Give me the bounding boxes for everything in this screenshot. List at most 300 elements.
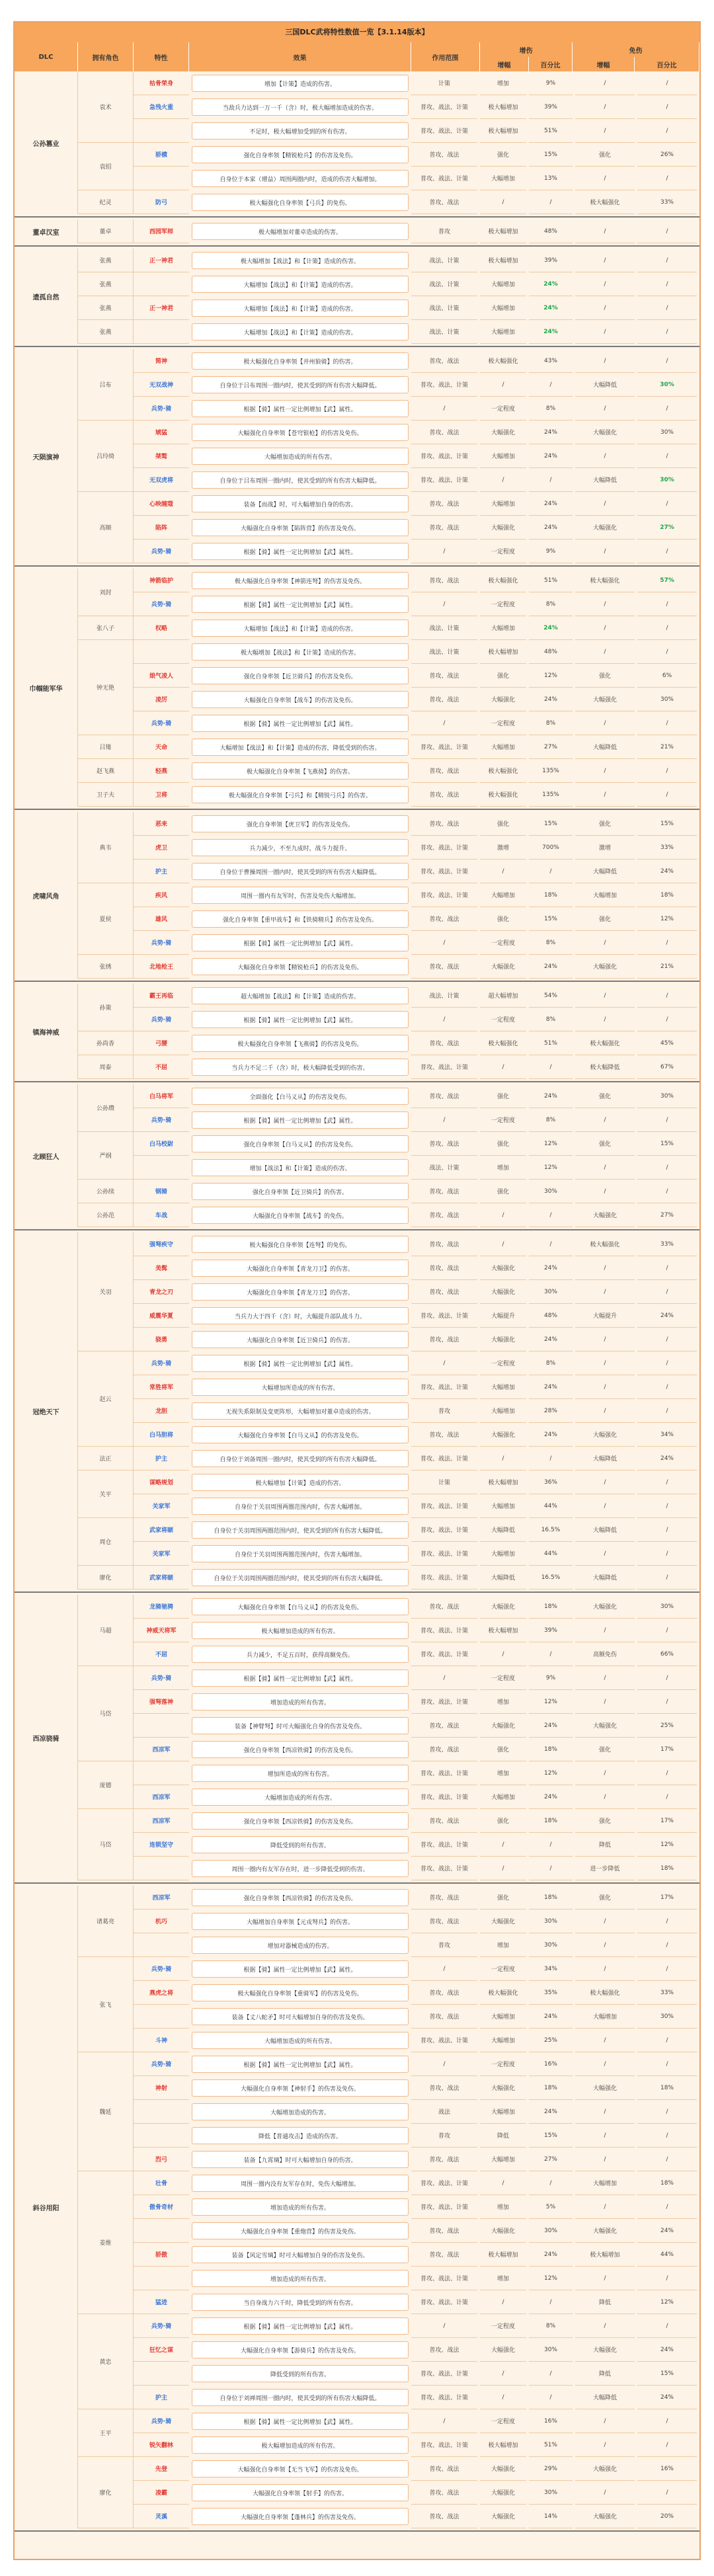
def-gain-value: / <box>575 2100 635 2124</box>
buff-gain-value: 增加 <box>480 1933 526 1957</box>
def-gain-value: 大幅强化 <box>575 1203 635 1227</box>
table-row <box>134 272 699 296</box>
def-gain-value: / <box>575 1180 635 1203</box>
scope-value: 普攻、战法、计策 <box>411 1785 477 1809</box>
def-gain-value: 极大幅强化 <box>575 1232 635 1256</box>
buff-pct-value: 24% <box>529 1714 573 1738</box>
def-gain-value: / <box>575 1256 635 1280</box>
effect-text: 全面强化【白马义从】的伤害及免伤。 <box>192 1088 409 1105</box>
scope-value: 普攻、战法、计策 <box>411 860 477 883</box>
trait-name: 娘气凌人 <box>134 664 189 688</box>
character-name: 纪灵 <box>78 190 134 214</box>
dlc-name: 遗孤自然 <box>15 249 78 344</box>
effect-text: 自身位于本家（增益）周围两圈内时，造成的伤害大幅增加。 <box>192 170 409 187</box>
effect-text: 装备【丈八蛇矛】时可大幅增加自身的伤害及免伤。 <box>192 2008 409 2025</box>
def-gain-value: 进一步降低 <box>575 1857 635 1880</box>
trait-name: 无双虎将 <box>134 468 189 492</box>
effect-text: 装备【风定雪璃】时可大幅增加自身的伤害及免伤。 <box>192 2246 409 2263</box>
trait-name: 北地枪王 <box>134 955 189 979</box>
table-row <box>134 860 699 883</box>
scope-value: 普攻、战法 <box>411 2005 477 2029</box>
scope-value: 普攻、战法、计策 <box>411 95 477 119</box>
def-gain-value: 极大幅强化 <box>575 569 635 592</box>
def-gain-value: / <box>575 711 635 735</box>
def-pct-value: 21% <box>637 955 697 979</box>
trait-name <box>134 2267 189 2290</box>
trait-name: 凌霸 <box>134 2481 189 2505</box>
def-gain-value: / <box>575 249 635 272</box>
dlc-name: 斜谷用阳 <box>15 1886 78 2528</box>
scope-value: 普攻、战法、计策 <box>411 836 477 860</box>
buff-pct-value: 12% <box>529 1156 573 1180</box>
def-gain-value: / <box>575 640 635 664</box>
trait-name: 护主 <box>134 1447 189 1470</box>
header-trait: 特性 <box>134 42 189 71</box>
trait-name: 强弩落神 <box>134 1690 189 1714</box>
buff-pct-value: 15% <box>529 907 573 931</box>
def-pct-value: / <box>637 1910 697 1933</box>
character-name: 夏侯 <box>78 883 134 955</box>
buff-gain-value: 极大幅增加 <box>480 95 526 119</box>
trait-name: 关家军 <box>134 1494 189 1518</box>
def-pct-value: / <box>637 1761 697 1785</box>
dlc-block <box>15 1886 699 2528</box>
def-gain-value: / <box>575 2267 635 2290</box>
trait-name: 兵势·骑 <box>134 2409 189 2433</box>
buff-pct-value: 8% <box>529 931 573 955</box>
def-gain-value: / <box>575 1470 635 1494</box>
character-name: 黄忠 <box>78 2314 134 2409</box>
trait-name: 龙胆 <box>134 1399 189 1423</box>
buff-gain-value: 大幅降低 <box>480 1566 526 1590</box>
def-gain-value: / <box>575 492 635 516</box>
def-pct-value: / <box>637 1957 697 1981</box>
buff-gain-value: 极大幅增加 <box>480 220 526 243</box>
table-row <box>134 1423 699 1447</box>
trait-name: 兵势·骑 <box>134 592 189 616</box>
buff-pct-value: 24% <box>529 1785 573 1809</box>
def-gain-value: / <box>575 397 635 421</box>
table-title: 三国DLC武将特性数值一览【3.1.14版本】 <box>15 22 699 42</box>
effect-text: 无视失系限制及变更阵形，大幅增加对董卓造成的伤害。 <box>192 1402 409 1420</box>
trait-name: 不屈 <box>134 1055 189 1079</box>
character-name: 法正 <box>78 1447 134 1470</box>
buff-pct-value: 9% <box>529 71 573 95</box>
effect-text: 降低【普通攻击】造成的伤害。 <box>192 2127 409 2144</box>
buff-pct-value: 16.5% <box>529 1566 573 1590</box>
scope-value: 战法、计策 <box>411 296 477 320</box>
buff-gain-value: 大幅降低 <box>480 1518 526 1542</box>
table-row <box>134 2409 699 2433</box>
effect-text: 兵力减少，不足五百时，获得高额免伤。 <box>192 1646 409 1663</box>
effect-text: 根据【骑】属性一定比例增加【武】属性。 <box>192 1111 409 1129</box>
def-gain-value: 大幅强化 <box>575 2505 635 2528</box>
scope-value: 普攻、战法、计策 <box>411 2171 477 2195</box>
effect-text: 大幅强化自身率领【射手】的伤害。 <box>192 2484 409 2501</box>
dlc-name: 冠绝天下 <box>15 1232 78 1590</box>
scope-value: 普攻、战法、计策 <box>411 1542 477 1566</box>
header-effect: 效果 <box>189 42 411 71</box>
scope-value: 普攻、战法 <box>411 1595 477 1619</box>
buff-pct-value: / <box>529 190 573 214</box>
table-row <box>134 2076 699 2100</box>
scope-value: 普攻、战法、计策 <box>411 1761 477 1785</box>
buff-gain-value: 大幅强化 <box>480 2505 526 2528</box>
buff-pct-value: 39% <box>529 1619 573 1642</box>
character-name: 马岱 <box>78 1666 134 1761</box>
trait-name <box>134 1714 189 1738</box>
def-gain-value: / <box>575 71 635 95</box>
table-row <box>134 1304 699 1328</box>
trait-name: 常胜将军 <box>134 1375 189 1399</box>
dlc-block <box>15 249 699 344</box>
effect-text: 增加造成的所有伤害。 <box>192 1693 409 1711</box>
character-name: 姜维 <box>78 2171 134 2314</box>
effect-text: 自身位于关羽周围两圈范围内时，使其受到的所有伤害大幅降低。 <box>192 1521 409 1539</box>
def-pct-value: / <box>637 711 697 735</box>
def-gain-value: 大幅强化 <box>575 2076 635 2100</box>
def-pct-value: / <box>637 984 697 1008</box>
buff-gain-value: / <box>480 1833 526 1857</box>
effect-text: 极大幅强化自身率领【飞燕骑】的伤害。 <box>192 762 409 780</box>
character-name: 吕布 <box>78 349 134 421</box>
scope-value: 普攻、战法、计策 <box>411 2029 477 2052</box>
def-pct-value: 27% <box>637 1203 697 1227</box>
buff-pct-value: / <box>529 468 573 492</box>
table-row <box>134 2005 699 2029</box>
dlc-name: 西凉骁骑 <box>15 1595 78 1880</box>
trait-name: 兵势·骑 <box>134 711 189 735</box>
character-name: 孙尚香 <box>78 1031 134 1055</box>
buff-gain-value: 强化 <box>480 907 526 931</box>
scope-value: 普攻、战法 <box>411 1084 477 1108</box>
table-row <box>134 2505 699 2528</box>
def-pct-value: / <box>637 640 697 664</box>
trait-name: 雄风 <box>134 907 189 931</box>
effect-text: 强化自身率领【西凉铁骑】的伤害及免伤。 <box>192 1741 409 1758</box>
effect-text: 当敌兵力达到一万一千（含）时，极大幅增加造成的伤害。 <box>192 99 409 116</box>
buff-gain-value: 大幅强化 <box>480 2457 526 2481</box>
def-pct-value: 17% <box>637 1738 697 1761</box>
buff-pct-value: 51% <box>529 2433 573 2457</box>
section-divider <box>15 216 699 218</box>
scope-value: 普攻、战法 <box>411 1132 477 1156</box>
table-row <box>134 2433 699 2457</box>
def-pct-value: / <box>637 296 697 320</box>
def-pct-value: / <box>637 2314 697 2338</box>
effect-text: 极大幅增加对董卓造成的伤害。 <box>192 223 409 240</box>
def-pct-value: / <box>637 119 697 143</box>
character-name: 吕雉 <box>78 735 134 759</box>
table-row <box>134 783 699 807</box>
character-name: 张八子 <box>78 616 134 640</box>
section-divider <box>15 565 699 567</box>
character-name: 廖化 <box>78 2457 134 2528</box>
table-row <box>134 1933 699 1957</box>
buff-pct-value: 24% <box>529 516 573 540</box>
scope-value: 普攻、战法 <box>411 2481 477 2505</box>
def-gain-value: 大幅增加 <box>575 2005 635 2029</box>
dlc-block <box>15 984 699 1079</box>
character-name: 庞德 <box>78 1761 134 1809</box>
scope-value: 普攻、战法、计策 <box>411 2433 477 2457</box>
buff-gain-value: / <box>480 468 526 492</box>
buff-pct-value: / <box>529 1857 573 1880</box>
table-row <box>134 735 699 759</box>
effect-text: 根据【骑】属性一定比例增加【武】属性。 <box>192 400 409 417</box>
table-row <box>134 1690 699 1714</box>
character-name: 张燕 <box>78 272 134 296</box>
def-gain-value: 极大幅强化 <box>575 1031 635 1055</box>
def-gain-value: 高额免伤 <box>575 1642 635 1666</box>
trait-name: 简神 <box>134 349 189 373</box>
def-gain-value: 极大幅增加 <box>575 2243 635 2267</box>
effect-text: 大幅强化自身率领【战车】的免伤。 <box>192 1207 409 1224</box>
scope-value: 普攻、战法 <box>411 190 477 214</box>
def-gain-value: / <box>575 931 635 955</box>
table-row <box>134 759 699 783</box>
trait-name: 急残火重 <box>134 95 189 119</box>
trait-name <box>134 2219 189 2243</box>
buff-pct-value: 51% <box>529 119 573 143</box>
buff-gain-value: 大幅增加 <box>480 272 526 296</box>
trait-name: 兵势·骑 <box>134 1957 189 1981</box>
trait-name: 虎卫 <box>134 836 189 860</box>
effect-text: 兵力减少，不至九成时，战斗力提升。 <box>192 839 409 856</box>
effect-text: 极大幅强化自身率领【并州狼骑】的伤害。 <box>192 352 409 370</box>
buff-gain-value: 大幅强化 <box>480 1595 526 1619</box>
trait-name: 连锁坚守 <box>134 1833 189 1857</box>
effect-text: 降低受到的所有伤害。 <box>192 2365 409 2382</box>
character-name: 孙策 <box>78 984 134 1031</box>
scope-value: 普攻、战法 <box>411 1423 477 1447</box>
trait-name: 弓腰 <box>134 1031 189 1055</box>
buff-gain-value: 极大幅增加 <box>480 119 526 143</box>
buff-gain-value: 一定程度 <box>480 2409 526 2433</box>
buff-pct-value: / <box>529 2386 573 2409</box>
buff-pct-value: 16% <box>529 2052 573 2076</box>
section-divider <box>15 1081 699 1082</box>
trait-name: 轻燕 <box>134 759 189 783</box>
buff-gain-value: / <box>480 2171 526 2195</box>
effect-text: 大幅强化自身率领【重炮营】的伤害及免伤。 <box>192 2222 409 2239</box>
character-name: 袁术 <box>78 71 134 143</box>
table-row <box>134 1738 699 1761</box>
def-gain-value: 极大幅强化 <box>575 190 635 214</box>
table-row <box>134 349 699 373</box>
dlc-block <box>15 1232 699 1590</box>
effect-text: 自身位于关羽周围两圈范围内时，使其受到的所有伤害大幅降低。 <box>192 1569 409 1586</box>
buff-pct-value: 44% <box>529 1542 573 1566</box>
table-row <box>134 1595 699 1619</box>
def-gain-value: 大幅降低 <box>575 1566 635 1590</box>
def-pct-value: 34% <box>637 1423 697 1447</box>
effect-text: 增加对器械造成的伤害。 <box>192 1937 409 1954</box>
def-gain-value: / <box>575 320 635 344</box>
def-pct-value: / <box>637 1328 697 1351</box>
character-name: 公孙续 <box>78 1180 134 1203</box>
scope-value: / <box>411 592 477 616</box>
trait-name: 神威天将军 <box>134 1619 189 1642</box>
effect-text: 装备【九霄璃】时可大幅增加自身的伤害。 <box>192 2151 409 2168</box>
trait-name <box>134 2124 189 2148</box>
table-row <box>134 688 699 711</box>
trait-name: 兵势·骑 <box>134 1008 189 1031</box>
table-row <box>134 1375 699 1399</box>
character-name: 张燕 <box>78 249 134 272</box>
trait-name: 西园军师 <box>134 220 189 243</box>
scope-value: / <box>411 540 477 563</box>
def-pct-value: / <box>637 2481 697 2505</box>
effect-text: 大幅增加造成的所有伤害。 <box>192 448 409 465</box>
effect-text: 超大幅增加【战法】和【计策】造成的伤害。 <box>192 987 409 1004</box>
trait-name: 狂忆之谋 <box>134 2338 189 2362</box>
buff-gain-value: 极大幅增加 <box>480 2243 526 2267</box>
table-row <box>134 1642 699 1666</box>
def-pct-value: / <box>637 592 697 616</box>
def-pct-value: 30% <box>637 421 697 444</box>
scope-value: 普攻、战法 <box>411 516 477 540</box>
def-pct-value: 24% <box>637 860 697 883</box>
scope-value: 战法、计策 <box>411 984 477 1008</box>
def-gain-value: 大幅提升 <box>575 1304 635 1328</box>
table-row <box>134 516 699 540</box>
table-row <box>134 1833 699 1857</box>
def-pct-value: / <box>637 444 697 468</box>
scope-value: 普攻、战法 <box>411 688 477 711</box>
trait-name: 骄傲 <box>134 2243 189 2267</box>
buff-pct-value: 18% <box>529 2076 573 2100</box>
buff-pct-value: / <box>529 1232 573 1256</box>
effect-text: 大幅增加【战法】和【计策】造成的伤害，降低受到的伤害。 <box>192 739 409 756</box>
table-row <box>134 2338 699 2362</box>
scope-value: 普攻、战法、计策 <box>411 2386 477 2409</box>
character-name: 廖化 <box>78 1566 134 1590</box>
buff-gain-value: 一定程度 <box>480 1008 526 1031</box>
buff-gain-value: 一定程度 <box>480 711 526 735</box>
scope-value: 普攻、战法、计策 <box>411 1833 477 1857</box>
scope-value: 普攻 <box>411 1399 477 1423</box>
def-gain-value: 大幅强化 <box>575 2457 635 2481</box>
dlc-block <box>15 1595 699 1880</box>
table-row <box>134 373 699 397</box>
trait-name: 武家将颐 <box>134 1566 189 1590</box>
effect-text: 极大幅强化自身率领【弓兵】和【精锐弓兵】的伤害。 <box>192 786 409 803</box>
effect-text: 根据【骑】属性一定比例增加【武】属性。 <box>192 543 409 560</box>
buff-gain-value: 大幅提升 <box>480 1304 526 1328</box>
buff-pct-value: 16.5% <box>529 1518 573 1542</box>
buff-gain-value: / <box>480 2290 526 2314</box>
buff-pct-value: 18% <box>529 1809 573 1833</box>
effect-text: 大幅强化自身率领【游骑兵】的伤害及免伤。 <box>192 2341 409 2358</box>
scope-value: 普攻、战法、计策 <box>411 1304 477 1328</box>
def-gain-value: 大幅强化 <box>575 1423 635 1447</box>
table-row <box>134 1518 699 1542</box>
scope-value: 战法、计策 <box>411 1156 477 1180</box>
def-pct-value: 15% <box>637 812 697 836</box>
buff-gain-value: 大幅强化 <box>480 1910 526 1933</box>
buff-pct-value: 30% <box>529 2338 573 2362</box>
effect-text: 降低受到的所有伤害。 <box>192 1836 409 1853</box>
effect-text: 强化自身率领【虎卫军】的伤害及免伤。 <box>192 815 409 832</box>
dlc-block <box>15 569 699 807</box>
buff-gain-value: / <box>480 1055 526 1079</box>
buff-gain-value: 极大幅强化 <box>480 349 526 373</box>
def-gain-value: / <box>575 1399 635 1423</box>
buff-pct-value: / <box>529 2290 573 2314</box>
character-name: 高顺 <box>78 492 134 563</box>
table-row <box>134 1008 699 1031</box>
def-pct-value: / <box>637 2124 697 2148</box>
trait-name: 白马将军 <box>134 1084 189 1108</box>
character-name: 张燕 <box>78 296 134 320</box>
def-gain-value: 大幅强化 <box>575 1714 635 1738</box>
buff-pct-value: / <box>529 2362 573 2386</box>
buff-gain-value: 大幅强化 <box>480 2481 526 2505</box>
def-gain-value: / <box>575 1761 635 1785</box>
scope-value: 普攻、战法 <box>411 955 477 979</box>
buff-gain-value: 一定程度 <box>480 2314 526 2338</box>
def-pct-value: 18% <box>637 883 697 907</box>
trait-name <box>134 2100 189 2124</box>
buff-gain-value: / <box>480 2386 526 2409</box>
dlc-name: 公孙篡业 <box>15 71 78 214</box>
table-row <box>134 2314 699 2338</box>
scope-value: 普攻、战法 <box>411 492 477 516</box>
trait-name: 兵势·骑 <box>134 2052 189 2076</box>
buff-pct-value: 54% <box>529 984 573 1008</box>
scope-value: / <box>411 2052 477 2076</box>
buff-gain-value: 大幅增加 <box>480 2029 526 2052</box>
section-divider <box>15 809 699 810</box>
dlc-name: 虎啸风角 <box>15 812 78 979</box>
effect-text: 极大幅强化自身率领【重骑军】的伤害及免伤。 <box>192 1984 409 2001</box>
buff-gain-value: 大幅增加 <box>480 167 526 190</box>
effect-text: 强化自身率领【西凉铁骑】的伤害及免伤。 <box>192 1812 409 1830</box>
trait-name: 兵势·骑 <box>134 1351 189 1375</box>
trait-name: 壮骨 <box>134 2171 189 2195</box>
table-row <box>134 931 699 955</box>
buff-pct-value: 12% <box>529 664 573 688</box>
def-gain-value: / <box>575 1933 635 1957</box>
trait-name <box>134 2362 189 2386</box>
buff-pct-value: 16% <box>529 2409 573 2433</box>
scope-value: 计策 <box>411 71 477 95</box>
trait-name <box>134 1156 189 1180</box>
header-def-gain: 增幅 <box>573 57 635 71</box>
effect-text: 大幅增加【战法】和【计策】造成的伤害。 <box>192 276 409 293</box>
scope-value: 战法、计策 <box>411 320 477 344</box>
table-row <box>134 1084 699 1108</box>
def-gain-value: / <box>575 1957 635 1981</box>
effect-text: 周围一圈内有友军时，伤害及免伤大幅增加。 <box>192 887 409 904</box>
effect-text: 极大幅强化自身率领【神箭连弩】的伤害及免伤。 <box>192 572 409 589</box>
trait-name: 权略 <box>134 616 189 640</box>
character-name: 公孙瓒 <box>78 1084 134 1132</box>
table-row <box>134 1180 699 1203</box>
buff-gain-value: 超大幅增加 <box>480 984 526 1008</box>
def-pct-value: 33% <box>637 190 697 214</box>
def-pct-value: / <box>637 2148 697 2171</box>
buff-pct-value: 35% <box>529 1981 573 2005</box>
effect-text: 装备【神臂弩】时可大幅强化自身的伤害及免伤。 <box>192 1717 409 1734</box>
trait-name: 正一神君 <box>134 296 189 320</box>
trait-name <box>134 1857 189 1880</box>
character-name: 马岱 <box>78 1809 134 1880</box>
buff-pct-value: 15% <box>529 143 573 167</box>
def-gain-value: / <box>575 349 635 373</box>
buff-gain-value: 增加 <box>480 1761 526 1785</box>
